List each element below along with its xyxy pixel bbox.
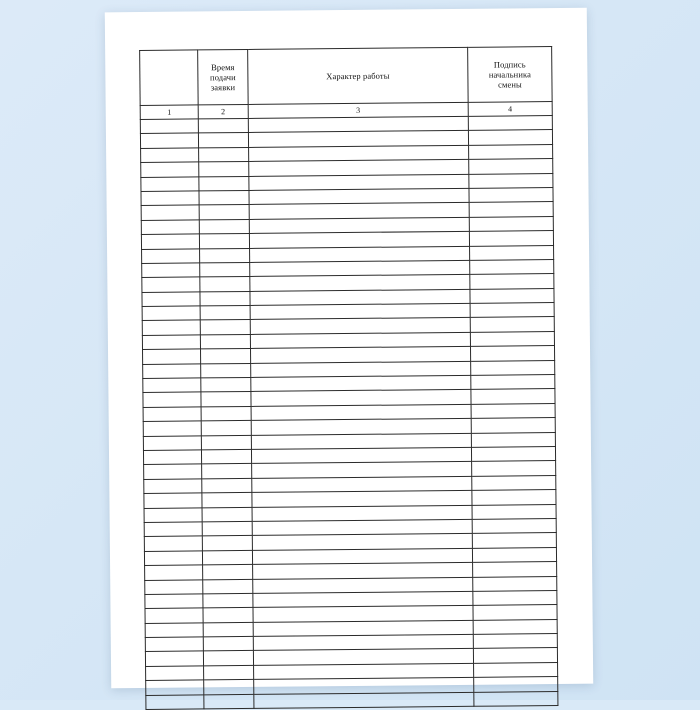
- table-cell-date: [140, 119, 198, 134]
- table-cell-time: [199, 190, 249, 205]
- table-cell-time: [200, 262, 250, 277]
- table-cell-date: [142, 335, 200, 350]
- column-header-signature-line-1: Подпись: [493, 59, 526, 70]
- table-header: [140, 47, 553, 120]
- table-cell-time: [201, 435, 251, 450]
- table-cell-sign: [470, 274, 554, 289]
- table-cell-time: [200, 277, 250, 292]
- table-cell-date: [146, 666, 204, 681]
- table-cell-sign: [468, 130, 552, 145]
- table-cell-date: [140, 133, 198, 148]
- column-header-date-line-1: [140, 77, 197, 78]
- table-cell-sign: [473, 590, 557, 605]
- table-cell-date: [143, 407, 201, 422]
- table-cell-sign: [471, 447, 555, 462]
- table-cell-sign: [473, 619, 557, 634]
- table-cell-time: [198, 118, 248, 133]
- table-cell-time: [200, 291, 250, 306]
- column-number-signature: 4: [468, 102, 552, 117]
- table-cell-time: [200, 320, 250, 335]
- table-cell-time: [198, 133, 248, 148]
- column-header-time-line-2: подачи: [209, 72, 236, 83]
- page-content-area: [139, 46, 557, 650]
- table-cell-sign: [469, 159, 553, 174]
- table-cell-date: [144, 522, 202, 537]
- table-cell-date: [141, 148, 199, 163]
- table-cell-date: [144, 464, 202, 479]
- table-cell-date: [145, 623, 203, 638]
- table-cell-sign: [472, 490, 556, 505]
- table-cell-time: [202, 550, 252, 565]
- table-cell-sign: [469, 144, 553, 159]
- table-cell-date: [144, 493, 202, 508]
- table-cell-time: [202, 521, 252, 536]
- table-cell-date: [145, 637, 203, 652]
- table-cell-sign: [470, 317, 554, 332]
- table-cell-time: [203, 608, 253, 623]
- table-cell-time: [202, 493, 252, 508]
- table-cell-date: [143, 364, 201, 379]
- table-cell-date: [146, 680, 204, 695]
- table-cell-date: [141, 162, 199, 177]
- table-cell-sign: [472, 475, 556, 490]
- column-header-work: [248, 47, 469, 104]
- table-cell-time: [201, 363, 251, 378]
- table-cell-time: [199, 147, 249, 162]
- table-cell-date: [142, 263, 200, 278]
- table-cell-date: [145, 608, 203, 623]
- table-cell-date: [144, 551, 202, 566]
- table-cell-time: [201, 349, 251, 364]
- table-cell-date: [145, 651, 203, 666]
- table-cell-time: [199, 234, 249, 249]
- table-cell-date: [141, 220, 199, 235]
- table-cell-sign: [469, 173, 553, 188]
- table-cell-time: [203, 651, 253, 666]
- table-cell-time: [200, 334, 250, 349]
- table-cell-time: [200, 306, 250, 321]
- table-cell-sign: [469, 202, 553, 217]
- table-cell-time: [203, 622, 253, 637]
- column-header-work-line-1: Характер работы: [326, 70, 390, 82]
- table-cell-sign: [469, 231, 553, 246]
- register-table: [139, 46, 558, 710]
- column-header-signature-line-3: смены: [498, 79, 522, 90]
- table-cell-time: [203, 636, 253, 651]
- table-cell-sign: [468, 116, 552, 131]
- column-header-time-line-3: заявки: [210, 82, 236, 93]
- table-cell-time: [204, 665, 254, 680]
- table-cell-date: [141, 205, 199, 220]
- column-header-time-line-1: Время: [211, 62, 235, 73]
- column-number-time: 2: [198, 104, 248, 118]
- table-cell-date: [143, 450, 201, 465]
- table-cell-sign: [470, 331, 554, 346]
- table-cell-sign: [473, 562, 557, 577]
- column-header-signature: [468, 47, 553, 103]
- table-cell-sign: [471, 432, 555, 447]
- table-cell-date: [143, 349, 201, 364]
- column-number-date: 1: [140, 105, 198, 120]
- table-cell-time: [202, 507, 252, 522]
- table-cell-sign: [473, 634, 557, 649]
- table-cell-sign: [470, 259, 554, 274]
- table-row: [146, 691, 558, 709]
- table-cell-date: [143, 392, 201, 407]
- table-cell-time: [199, 205, 249, 220]
- table-cell-date: [142, 277, 200, 292]
- column-header-date: [140, 50, 199, 106]
- table-cell-sign: [474, 691, 558, 706]
- table-cell-date: [143, 421, 201, 436]
- table-cell-time: [204, 694, 254, 709]
- table-cell-date: [142, 292, 200, 307]
- table-cell-sign: [471, 375, 555, 390]
- table-cell-date: [142, 248, 200, 263]
- table-cell-date: [142, 306, 200, 321]
- table-cell-sign: [472, 533, 556, 548]
- table-cell-time: [202, 478, 252, 493]
- table-cell-sign: [471, 389, 555, 404]
- table-cell-sign: [472, 518, 556, 533]
- table-cell-time: [203, 565, 253, 580]
- table-cell-date: [145, 579, 203, 594]
- table-cell-date: [141, 234, 199, 249]
- table-cell-sign: [470, 245, 554, 260]
- table-cell-sign: [473, 576, 557, 591]
- table-cell-time: [204, 680, 254, 695]
- table-cell-date: [141, 191, 199, 206]
- table-cell-date: [145, 594, 203, 609]
- column-number-work: 3: [248, 102, 468, 118]
- table-cell-time: [199, 162, 249, 177]
- table-cell-sign: [469, 187, 553, 202]
- table-cell-time: [201, 421, 251, 436]
- table-header-labels-row: [140, 47, 553, 106]
- table-cell-date: [145, 565, 203, 580]
- table-cell-sign: [471, 403, 555, 418]
- table-body: [140, 116, 558, 710]
- table-cell-time: [202, 536, 252, 551]
- table-cell-sign: [474, 677, 558, 692]
- table-cell-time: [203, 593, 253, 608]
- table-cell-sign: [471, 360, 555, 375]
- table-cell-date: [143, 436, 201, 451]
- table-cell-time: [201, 406, 251, 421]
- table-cell-time: [201, 392, 251, 407]
- column-header-signature-line-2: начальника: [488, 69, 531, 80]
- table-cell-sign: [472, 461, 556, 476]
- table-cell-sign: [474, 662, 558, 677]
- table-cell-time: [201, 449, 251, 464]
- table-cell-date: [144, 507, 202, 522]
- table-cell-date: [141, 176, 199, 191]
- table-cell-date: [146, 695, 204, 710]
- table-cell-sign: [473, 605, 557, 620]
- table-cell-sign: [473, 648, 557, 663]
- table-cell-sign: [470, 288, 554, 303]
- table-cell-sign: [472, 547, 556, 562]
- document-page: [105, 8, 593, 689]
- table-cell-date: [144, 479, 202, 494]
- table-cell-time: [203, 579, 253, 594]
- table-cell-date: [142, 320, 200, 335]
- table-cell-date: [144, 536, 202, 551]
- table-cell-time: [202, 464, 252, 479]
- column-header-time: [198, 49, 249, 104]
- table-cell-time: [200, 248, 250, 263]
- table-cell-sign: [469, 216, 553, 231]
- table-cell-sign: [470, 346, 554, 361]
- table-cell-sign: [472, 504, 556, 519]
- table-cell-sign: [470, 303, 554, 318]
- table-cell-time: [199, 219, 249, 234]
- table-cell-date: [143, 378, 201, 393]
- table-cell-time: [201, 377, 251, 392]
- table-cell-time: [199, 176, 249, 191]
- table-cell-work: [254, 692, 474, 709]
- table-cell-sign: [471, 418, 555, 433]
